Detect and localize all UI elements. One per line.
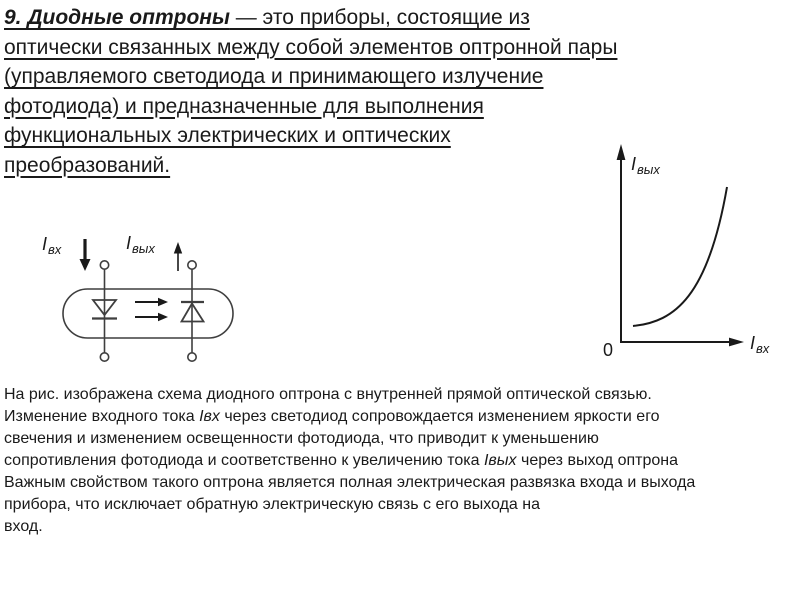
- light-arrow-bottom-head: [158, 313, 168, 321]
- body-line-1: На рис. изображена схема диодного оптрона с внутренней прямой оптической связью.: [4, 386, 652, 403]
- body-line-5: Важным свойством такого оптрона является полная электрическая развязка входа и выхода: [4, 474, 696, 491]
- title-line-1: [4, 3, 800, 33]
- input-terminal-bottom: [100, 353, 108, 361]
- output-terminal-bottom: [188, 353, 196, 361]
- output-current-arrow-head: [174, 242, 182, 254]
- body-line-7: вход.: [4, 518, 43, 535]
- input-current-symbol-inline: Iвх: [199, 408, 220, 425]
- graph-y-label: $I_{вых}$: [631, 154, 660, 177]
- optocoupler-body-outline: [63, 289, 233, 338]
- title-line-1-rest: — это приборы, состоящие из: [229, 6, 530, 29]
- title-line-6: преобразований.: [4, 153, 171, 177]
- title-line-3: (управляемого светодиода и принимающего излучение: [4, 65, 544, 88]
- title-line-5: функциональных электрических и оптических: [4, 124, 451, 147]
- body-text: [4, 384, 796, 538]
- body-line-2: Изменение входного тока Iвх через светодиод сопровождается изменением яркости его: [4, 408, 660, 425]
- light-arrow-top-head: [158, 298, 168, 306]
- optocoupler-schematic: [30, 225, 250, 370]
- body-line-3: свечения и изменением освещенности фотодиода, что приводит к уменьшению: [4, 430, 599, 447]
- title-bold-lead: 9. Диодные оптроны: [4, 6, 230, 29]
- x-axis-arrow-head: [729, 338, 744, 347]
- graph-x-label: $I_{вх}$: [750, 333, 770, 356]
- characteristic-curve: [633, 187, 727, 326]
- input-current-label: $I_{вх}$: [42, 234, 62, 257]
- graph-origin-label: 0: [603, 340, 614, 360]
- body-line-4: сопротивления фотодиода и соответственно к увеличению тока Iвых через выход оптрона: [4, 452, 679, 469]
- y-axis-arrow-head: [617, 144, 626, 160]
- transfer-characteristic-graph: [590, 130, 800, 380]
- output-terminal-top: [188, 261, 196, 269]
- input-current-arrow-head: [80, 259, 91, 271]
- title-line-4: фотодиода) и предназначенные для выполнения: [4, 94, 484, 118]
- body-line-6: прибора, что исключает обратную электрическую связь с его выхода на: [4, 496, 540, 513]
- title-line-2: оптически связанных между собой элементов оптронной пары: [4, 35, 618, 59]
- output-current-symbol-inline: Iвых: [483, 452, 517, 469]
- input-terminal-top: [100, 261, 108, 269]
- output-current-label: $I_{вых}$: [126, 233, 155, 256]
